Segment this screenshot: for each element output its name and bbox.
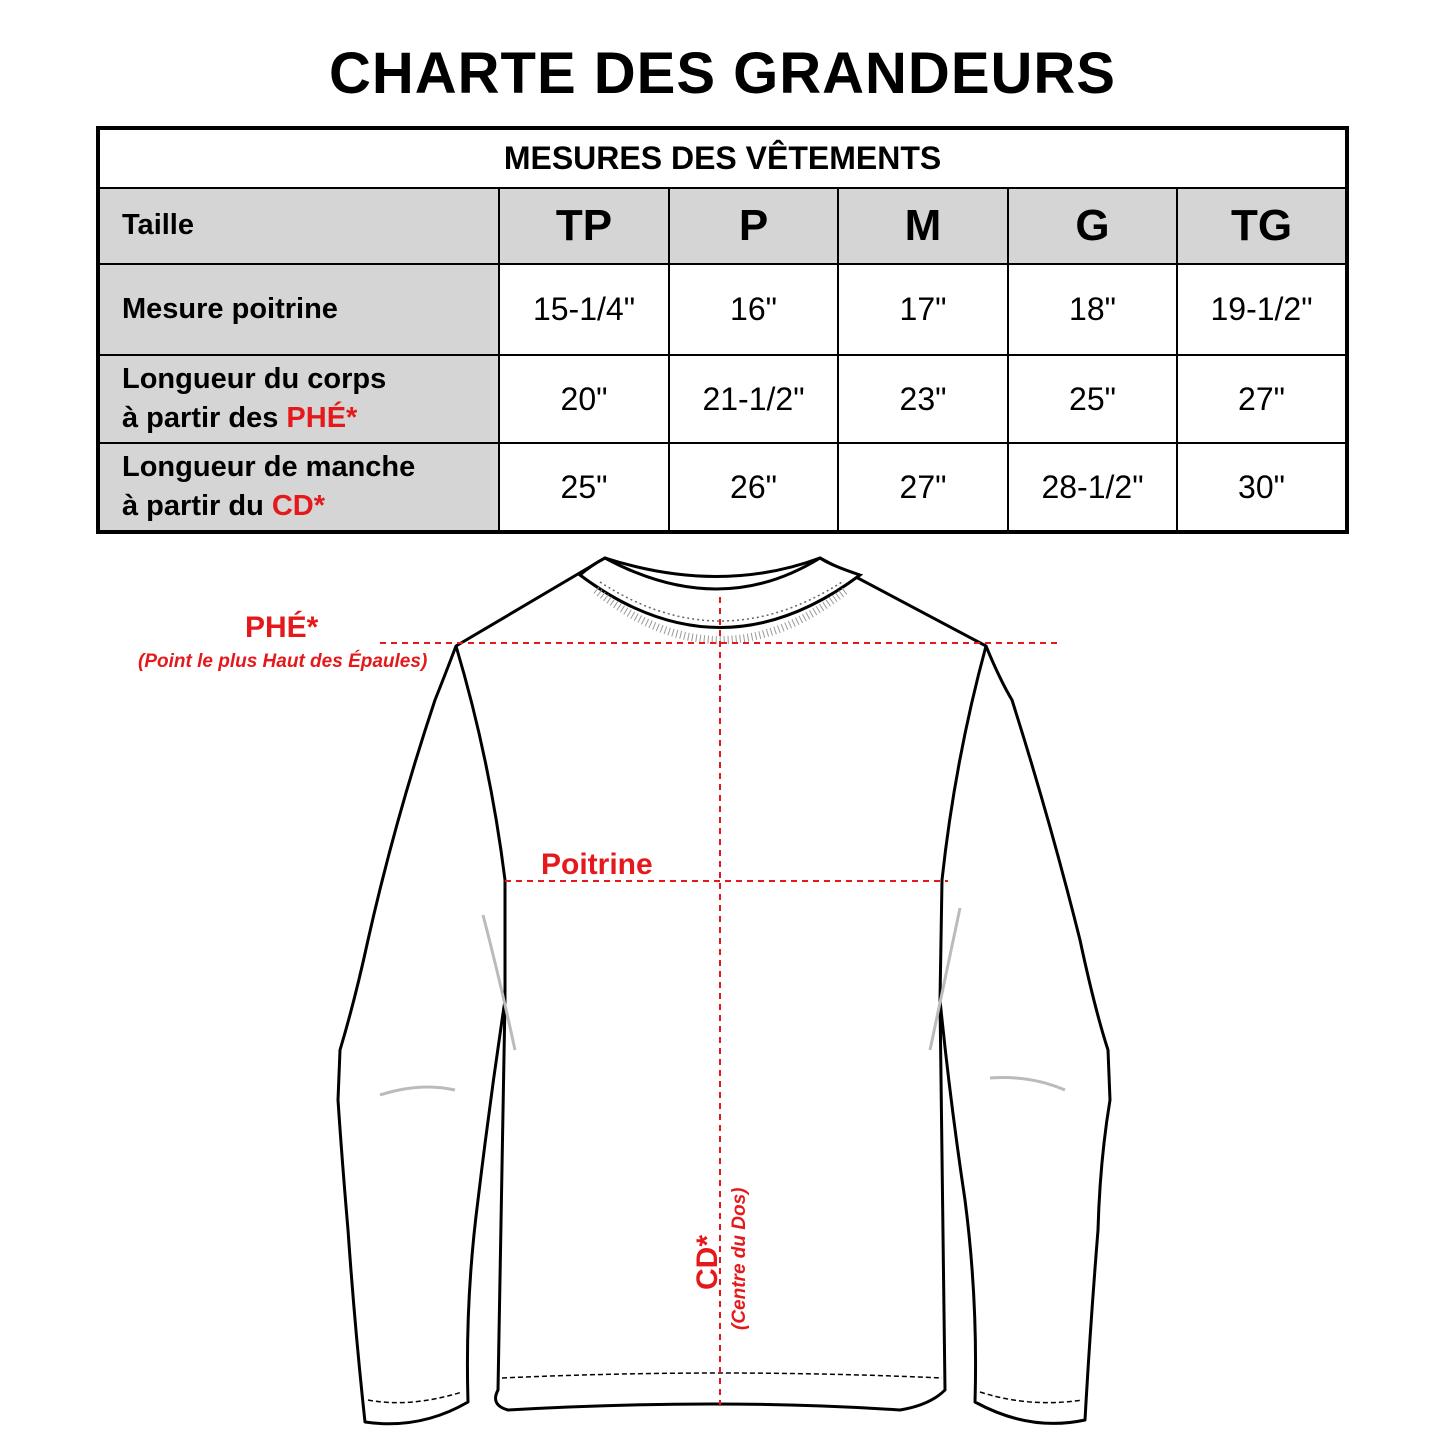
row-label-chest-text: Mesure poitrine (122, 292, 338, 325)
phe-description: (Point le plus Haut des Épaules) (138, 651, 428, 672)
table-cell: 28-1/2" (1008, 443, 1177, 532)
table-cell: 15-1/4" (499, 264, 669, 355)
size-header-g: G (1008, 188, 1177, 264)
row-label-sleeve-length (98, 443, 499, 532)
table-row-sleeve-length (98, 443, 1347, 532)
row-label-body-length-line2: à partir des (122, 402, 287, 434)
table-cell: 30" (1177, 443, 1347, 532)
row-label-sleeve-length-line1: Longueur de manche (122, 450, 416, 483)
table-caption: MESURES DES VÊTEMENTS (98, 128, 1347, 188)
size-header-m: M (838, 188, 1008, 264)
table-cell: 21-1/2" (669, 355, 838, 443)
table-cell: 16" (669, 264, 838, 355)
row-label-body-length (98, 355, 499, 443)
size-header-tg: TG (1177, 188, 1347, 264)
sweater-measurement-diagram (0, 540, 1445, 1445)
row-label-body-length-line1: Longueur du corps (122, 362, 387, 395)
size-row-label: Taille (98, 188, 499, 264)
table-cell: 27" (838, 443, 1008, 532)
table-cell: 27" (1177, 355, 1347, 443)
chest-label: Poitrine (541, 848, 653, 881)
size-table (96, 126, 1349, 534)
table-row-chest (98, 264, 1347, 355)
sweater-body-outline (338, 558, 1110, 1424)
table-cell: 25" (1008, 355, 1177, 443)
row-label-sleeve-length-line2: à partir du (122, 490, 272, 522)
table-cell: 20" (499, 355, 669, 443)
table-cell: 23" (838, 355, 1008, 443)
row-label-sleeve-length-abbr: CD* (271, 490, 326, 522)
table-row-body-length (98, 355, 1347, 443)
phe-label: PHÉ* (245, 611, 319, 644)
size-header-p: P (669, 188, 838, 264)
table-caption-row (98, 128, 1347, 188)
size-header-tp: TP (499, 188, 669, 264)
table-cell: 17" (838, 264, 1008, 355)
table-cell: 25" (499, 443, 669, 532)
chart-title: CHARTE DES GRANDEURS (329, 41, 1116, 106)
row-label-body-length-abbr: PHÉ* (286, 402, 358, 434)
table-cell: 18" (1008, 264, 1177, 355)
row-label-chest (98, 264, 499, 355)
size-header-row (98, 188, 1347, 264)
table-cell: 26" (669, 443, 838, 532)
table-cell: 19-1/2" (1177, 264, 1347, 355)
cd-description: (Centre du Dos) (729, 1187, 750, 1330)
cd-label: CD* (691, 1234, 724, 1290)
